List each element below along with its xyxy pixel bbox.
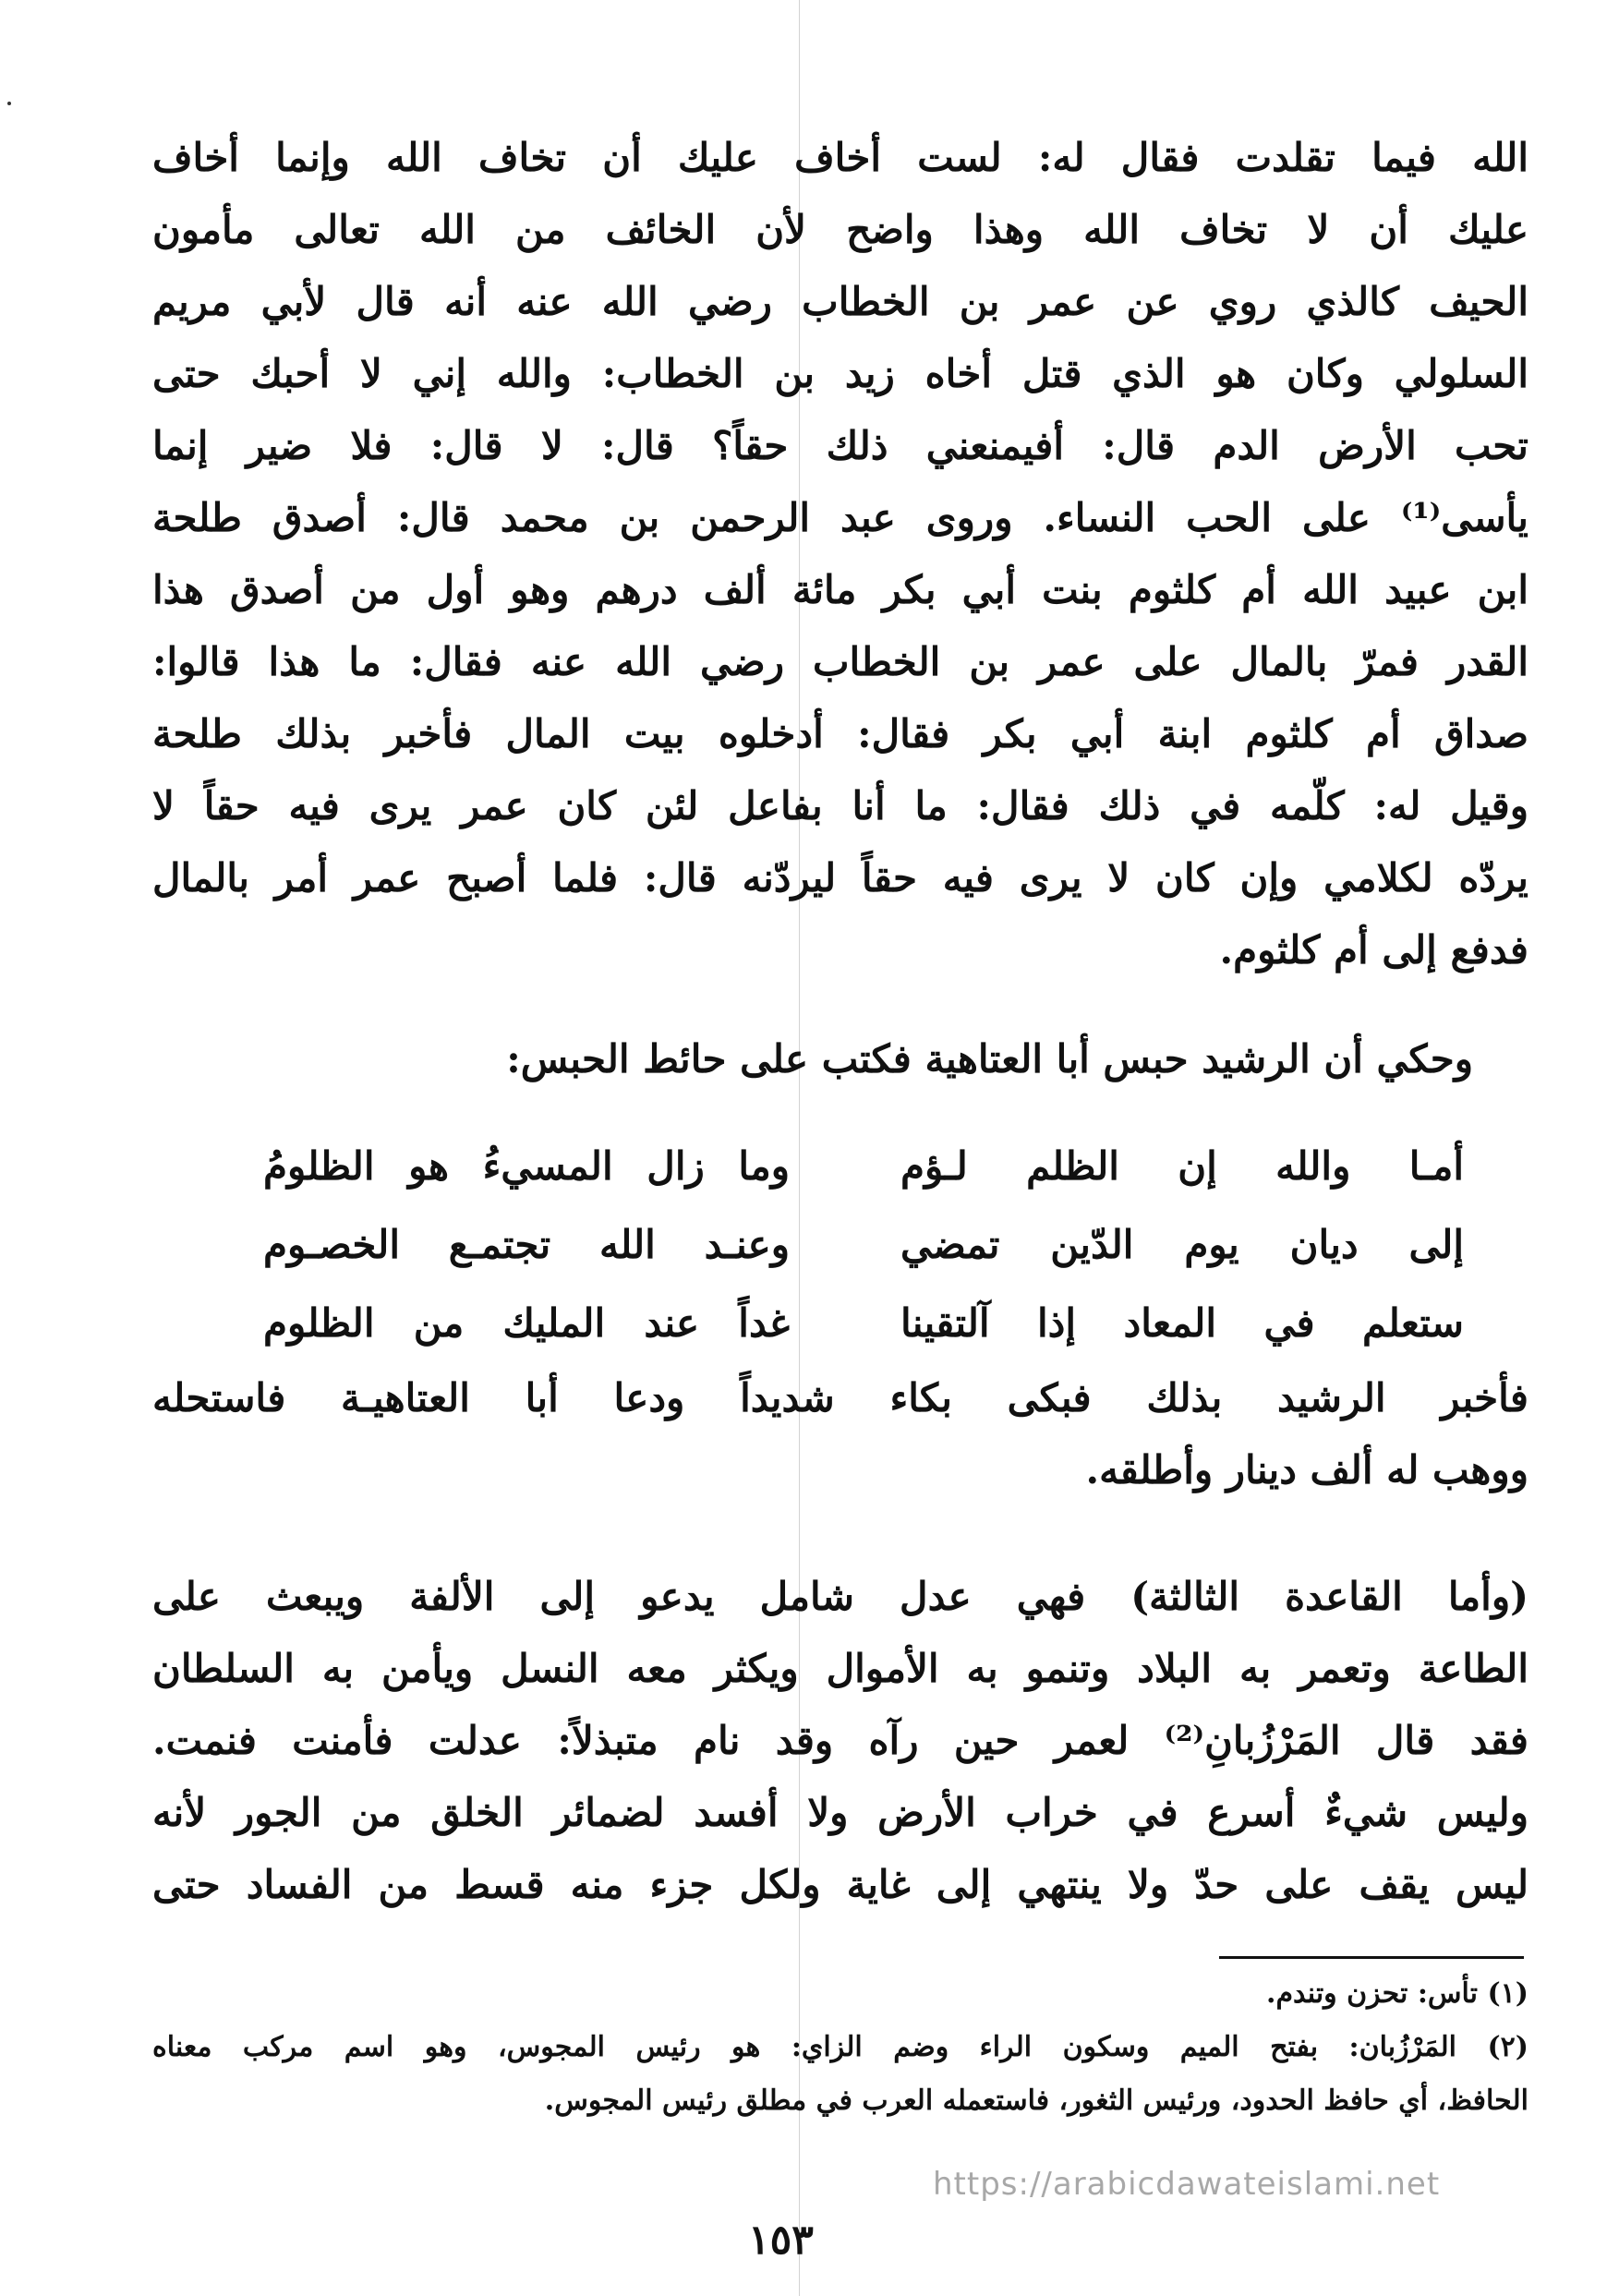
- text-line: صداق أم كلثوم ابنة أبي بكر فقال: أدخلوه بيت المال فأخبر بذلك طلحة: [152, 711, 1528, 756]
- paragraph-4: [152, 1561, 1528, 1921]
- poem-verse: [263, 1205, 1464, 1284]
- text-line: الله فيما تقلدت فقال له: لست أخاف عليك أن تخاف الله وإنما أخاف: [152, 135, 1528, 180]
- text-line: يردّه لكلامي وإن كان لا يرى فيه حقاً ليردّنه قال: فلما أصبح عمر أمر بالمال: [152, 855, 1528, 900]
- text-line: القدر فمرّ بالمال على عمر بن الخطاب رضي الله عنه فقال: ما هذا قالوا:: [152, 639, 1528, 684]
- text-line: وحكي أن الرشيد حبس أبا العتاهية فكتب على حائط الحبس:: [506, 1036, 1473, 1082]
- poem: [263, 1127, 1464, 1362]
- text-line: عليك أن لا تخاف الله وهذا واضح لأن الخائف من الله تعالى مأمون: [152, 207, 1528, 252]
- watermark-url: https://arabicdawateislami.net: [933, 2166, 1441, 2203]
- verse-second-hemistich: وما زال المسيءُ هو الظلومُ: [263, 1143, 790, 1189]
- text-line: وقيل له: كلّمه في ذلك فقال: ما أنا بفاعل لئن كان عمر يرى فيه حقاً لا: [152, 783, 1528, 828]
- text-line: الطاعة وتعمر به البلاد وتنمو به الأموال ويكثر معه النسل ويأمن به السلطان: [152, 1646, 1528, 1691]
- text-line: (وأما القاعدة الثالثة) فهي عدل شامل يدعو إلى الألفة ويبعث على: [152, 1574, 1528, 1619]
- text-line: ابن عبيد الله أم كلثوم بنت أبي بكر مائة ألف درهم وهو أول من أصدق هذا: [152, 567, 1528, 612]
- footnote-separator: [1219, 1956, 1524, 1959]
- footnote-1: (١) تأس: تحزن وتندم.: [1266, 1977, 1528, 2010]
- text-line: يأسى⁽¹⁾ على الحب النساء. وروى عبد الرحمن بن محمد قال: أصدق طلحة: [152, 495, 1528, 540]
- verse-first-hemistich: إلى ديان يوم الدّين تمضي: [900, 1222, 1464, 1267]
- text-line: الحيف كالذي روي عن عمر بن الخطاب رضي الله عنه أنه قال لأبي مريم: [152, 279, 1528, 324]
- text-line: وليس شيءٌ أسرع في خراب الأرض ولا أفسد لضمائر الخلق من الجور لأنه: [152, 1790, 1528, 1835]
- paragraph-1: [152, 122, 1528, 986]
- footnotes: [152, 1967, 1528, 2128]
- text-line: فأخبر الرشيد بذلك فبكى بكاء شديداً ودعا أبا العتاهيـة فاستحله: [152, 1375, 1528, 1420]
- poem-verse: [263, 1127, 1464, 1205]
- page-number: ١٥٣: [748, 2217, 814, 2264]
- footnote-2-continued: الحافظ، أي حافظ الحدود، ورئيس الثغور، فاستعمله العرب في مطلق رئيس المجوس.: [544, 2085, 1528, 2117]
- paragraph-3: [152, 1362, 1528, 1506]
- footnote-2: (٢) المَرْزُبان: بفتح الميم وسكون الراء وضم الزاي: هو رئيس المجوس، وهو اسم مركب معناه: [152, 2031, 1528, 2063]
- text-line: فقد قال المَرْزُبانِ⁽²⁾ لعمر حين رآه وقد نام متبذلاً: عدلت فأمنت فنمت.: [152, 1718, 1528, 1763]
- text-line: السلولي وكان هو الذي قتل أخاه زيد بن الخطاب: والله إني لا أحبك حتى: [152, 351, 1528, 396]
- paragraph-2: [152, 1023, 1528, 1095]
- text-line: ووهب له ألف دينار وأطلقه.: [1085, 1447, 1528, 1492]
- text-line: ليس يقف على حدّ ولا ينتهي إلى غاية ولكل جزء منه قسط من الفساد حتى: [152, 1862, 1528, 1907]
- verse-first-hemistich: أمـا والله إن الظلم لـؤم: [900, 1143, 1464, 1189]
- verse-second-hemistich: غداً عند المليك من الظلوم: [263, 1300, 790, 1346]
- verse-first-hemistich: ستعلم في المعاد إذا آلتقينا: [900, 1300, 1464, 1346]
- margin-speck: [7, 102, 11, 105]
- verse-second-hemistich: وعنـد الله تجتمـع الخصـوم: [263, 1222, 790, 1267]
- poem-verse: [263, 1284, 1464, 1362]
- text-line: فدفع إلى أم كلثوم.: [1219, 927, 1528, 973]
- text-line: تحب الأرض الدم قال: أفيمنعني ذلك حقاً؟ قال: لا قال: فلا ضير إنما: [152, 423, 1528, 468]
